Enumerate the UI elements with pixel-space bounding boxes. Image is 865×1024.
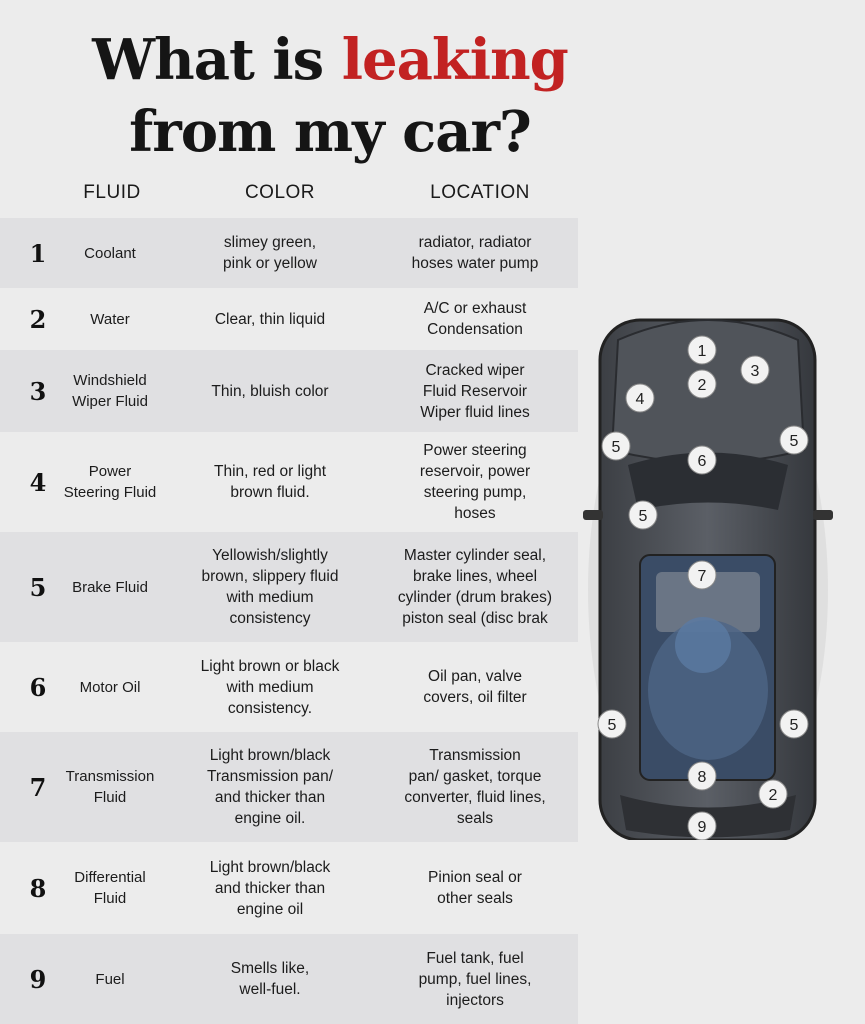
leak-location (370, 432, 580, 532)
fluid-color (175, 532, 365, 642)
leak-location-line: Wiper fluid lines (420, 403, 530, 421)
leak-location-line: other seals (437, 890, 513, 907)
row-number (18, 642, 58, 732)
fluid-color-line: and thicker than (214, 789, 326, 806)
table-row (0, 432, 578, 532)
row-number (18, 934, 58, 1024)
fluid-color-line: Clear, thin liquid (214, 310, 326, 328)
title-accent: leaking (341, 27, 568, 93)
fluid-color (175, 732, 365, 842)
car-marker-6 (688, 446, 716, 474)
table-row (0, 288, 578, 350)
row-number-line: 5 (29, 572, 47, 602)
leak-location-line: covers, oil filter (423, 689, 527, 706)
leak-location (370, 350, 580, 432)
fluid-name-line: Fluid (93, 789, 127, 806)
fluid-color-line: Light brown or black (200, 657, 340, 675)
leak-location-line: A/C or exhaust (423, 300, 527, 317)
leak-location-line: pan/ gasket, torque (408, 768, 542, 785)
leak-location (370, 842, 580, 934)
leak-location (370, 532, 580, 642)
leak-location-line: radiator, radiator (418, 234, 532, 251)
leak-location-line: Pinion seal or (428, 869, 522, 886)
fluid-color-line: Thin, red or light (214, 463, 326, 480)
row-number-line: 4 (29, 467, 47, 497)
fluid-color (175, 432, 365, 532)
leak-location-line: Cracked wiper (425, 361, 525, 379)
row-number (18, 288, 58, 350)
leak-location-line: converter, fluid lines, (404, 789, 546, 806)
header-fluid: FLUID (83, 182, 141, 203)
car-marker-label: 7 (697, 568, 707, 585)
leak-location-line: piston seal (disc brak (402, 610, 548, 627)
row-number-line: 7 (29, 772, 47, 802)
car-marker-label: 4 (635, 391, 645, 408)
fluid-color-line: well-fuel. (239, 981, 301, 998)
car-marker-8 (688, 762, 716, 790)
fluid-name (55, 842, 165, 934)
fluid-color (175, 934, 365, 1024)
leak-location-line: steering pump, (423, 484, 527, 501)
car-marker-9 (688, 812, 716, 840)
fluid-color (175, 842, 365, 934)
leak-location (370, 642, 580, 732)
row-number (18, 218, 58, 288)
car-marker-5 (598, 710, 626, 738)
fluid-color (175, 288, 365, 350)
row-number-line: 8 (29, 873, 47, 903)
page-title-line1 (0, 28, 660, 92)
car-marker-5 (629, 501, 657, 529)
car-marker-label: 5 (611, 439, 621, 456)
fluid-color-line: with medium (226, 589, 314, 606)
row-number (18, 532, 58, 642)
fluid-name-line: Transmission (65, 768, 155, 785)
leak-location-line: Power steering (423, 442, 527, 459)
car-marker-1 (688, 336, 716, 364)
table-row (0, 842, 578, 934)
leak-location-line: Oil pan, valve (428, 668, 522, 685)
leak-location-line: Transmission (429, 747, 521, 764)
car-marker-3 (741, 356, 769, 384)
leak-location-line: pump, fuel lines, (418, 970, 532, 988)
fluid-color-line: Light brown/black (209, 747, 331, 764)
car-marker-2 (759, 780, 787, 808)
fluid-color-line: Light brown/black (209, 858, 331, 876)
fluid-name-line: Wiper Fluid (72, 393, 148, 410)
fluid-name (55, 934, 165, 1024)
fluid-color (175, 642, 365, 732)
table-row (0, 532, 578, 642)
leak-location-line: reservoir, power (419, 463, 531, 480)
leak-location (370, 288, 580, 350)
table-row (0, 350, 578, 432)
fluid-color-line: and thicker than (214, 879, 326, 897)
title-plain: What is (92, 27, 342, 93)
fluid-color-line: with medium (226, 678, 314, 696)
row-number-line: 2 (29, 304, 47, 334)
leak-location-line: cylinder (drum brakes) (397, 589, 553, 606)
fluid-name (55, 532, 165, 642)
fluid-color-line: Thin, bluish color (211, 382, 329, 400)
leak-location (370, 934, 580, 1024)
table-row (0, 218, 578, 288)
table-row (0, 642, 578, 732)
leak-location-line: Fluid Reservoir (422, 382, 528, 400)
leak-location-line: injectors (446, 991, 504, 1009)
leak-location-line: Fuel tank, fuel (426, 949, 524, 967)
leak-location (370, 732, 580, 842)
car-marker-label: 5 (789, 433, 799, 450)
car-marker-label: 1 (697, 343, 707, 360)
fluid-color-line: brown, slippery fluid (201, 568, 339, 585)
car-marker-label: 9 (697, 819, 707, 836)
row-number (18, 432, 58, 532)
fluid-name (55, 350, 165, 432)
fluid-name-line: Windshield (73, 372, 147, 389)
car-marker-7 (688, 561, 716, 589)
fluid-color (175, 350, 365, 432)
fluid-name-line: Motor Oil (79, 678, 141, 696)
row-number (18, 842, 58, 934)
table-row (0, 732, 578, 842)
car-marker-label: 3 (750, 363, 760, 380)
fluid-name (55, 432, 165, 532)
fluid-name-line: Water (90, 310, 130, 328)
car-top-view-illustration (578, 300, 865, 840)
fluid-color-line: Yellowish/slightly (212, 547, 328, 564)
header-location: LOCATION (430, 182, 530, 203)
car-marker-label: 6 (697, 453, 707, 470)
fluid-name-line: Fluid (93, 890, 127, 907)
fluid-name-line: Coolant (84, 244, 136, 262)
fluid-name (55, 732, 165, 842)
row-number-line: 3 (29, 376, 47, 406)
car-marker-label: 2 (697, 377, 707, 394)
row-number (18, 732, 58, 842)
car-marker-5 (780, 426, 808, 454)
leak-location-line: hoses (454, 505, 496, 522)
leak-location-line: Master cylinder seal, (403, 547, 547, 564)
fluid-color-line: slimey green, (223, 234, 317, 251)
leak-location-line: hoses water pump (411, 255, 539, 272)
fluid-color-line: engine oil. (234, 810, 306, 827)
car-marker-2 (688, 370, 716, 398)
leak-location-line: brake lines, wheel (412, 568, 538, 585)
fluid-color-line: pink or yellow (223, 255, 317, 272)
fluid-color (175, 218, 365, 288)
car-marker-5 (780, 710, 808, 738)
leak-location-line: seals (456, 810, 494, 827)
car-marker-5 (602, 432, 630, 460)
fluid-name-line: Steering Fluid (63, 484, 157, 501)
fluid-color-line: Smells like, (230, 960, 310, 977)
fluid-name-line: Brake Fluid (72, 578, 148, 596)
fluid-name (55, 288, 165, 350)
row-number-line: 9 (29, 964, 47, 994)
car-marker-label: 5 (789, 717, 799, 734)
fluid-name (55, 642, 165, 732)
fluid-name (55, 218, 165, 288)
page-title-line2: from my car? (129, 99, 531, 165)
fluid-color-line: Transmission pan/ (206, 768, 334, 785)
table-row (0, 934, 578, 1024)
leak-location (370, 218, 580, 288)
row-number-line: 6 (29, 672, 47, 702)
car-marker-label: 2 (768, 787, 778, 804)
header-color: COLOR (244, 182, 316, 203)
fluid-color-line: brown fluid. (230, 484, 310, 501)
row-number-line: 1 (29, 238, 47, 268)
fluid-color-line: engine oil (236, 900, 304, 918)
fluid-color-line: consistency (229, 610, 311, 627)
leak-location-line: Condensation (427, 321, 523, 338)
car-marker-4 (626, 384, 654, 412)
row-number (18, 350, 58, 432)
fluid-name-line: Fuel (95, 970, 125, 988)
car-marker-label: 8 (697, 769, 707, 786)
fluid-color-line: consistency. (227, 699, 313, 717)
car-marker-label: 5 (638, 508, 648, 525)
fluid-name-line: Power (88, 463, 132, 480)
fluid-name-line: Differential (74, 869, 146, 886)
car-marker-label: 5 (607, 717, 617, 734)
